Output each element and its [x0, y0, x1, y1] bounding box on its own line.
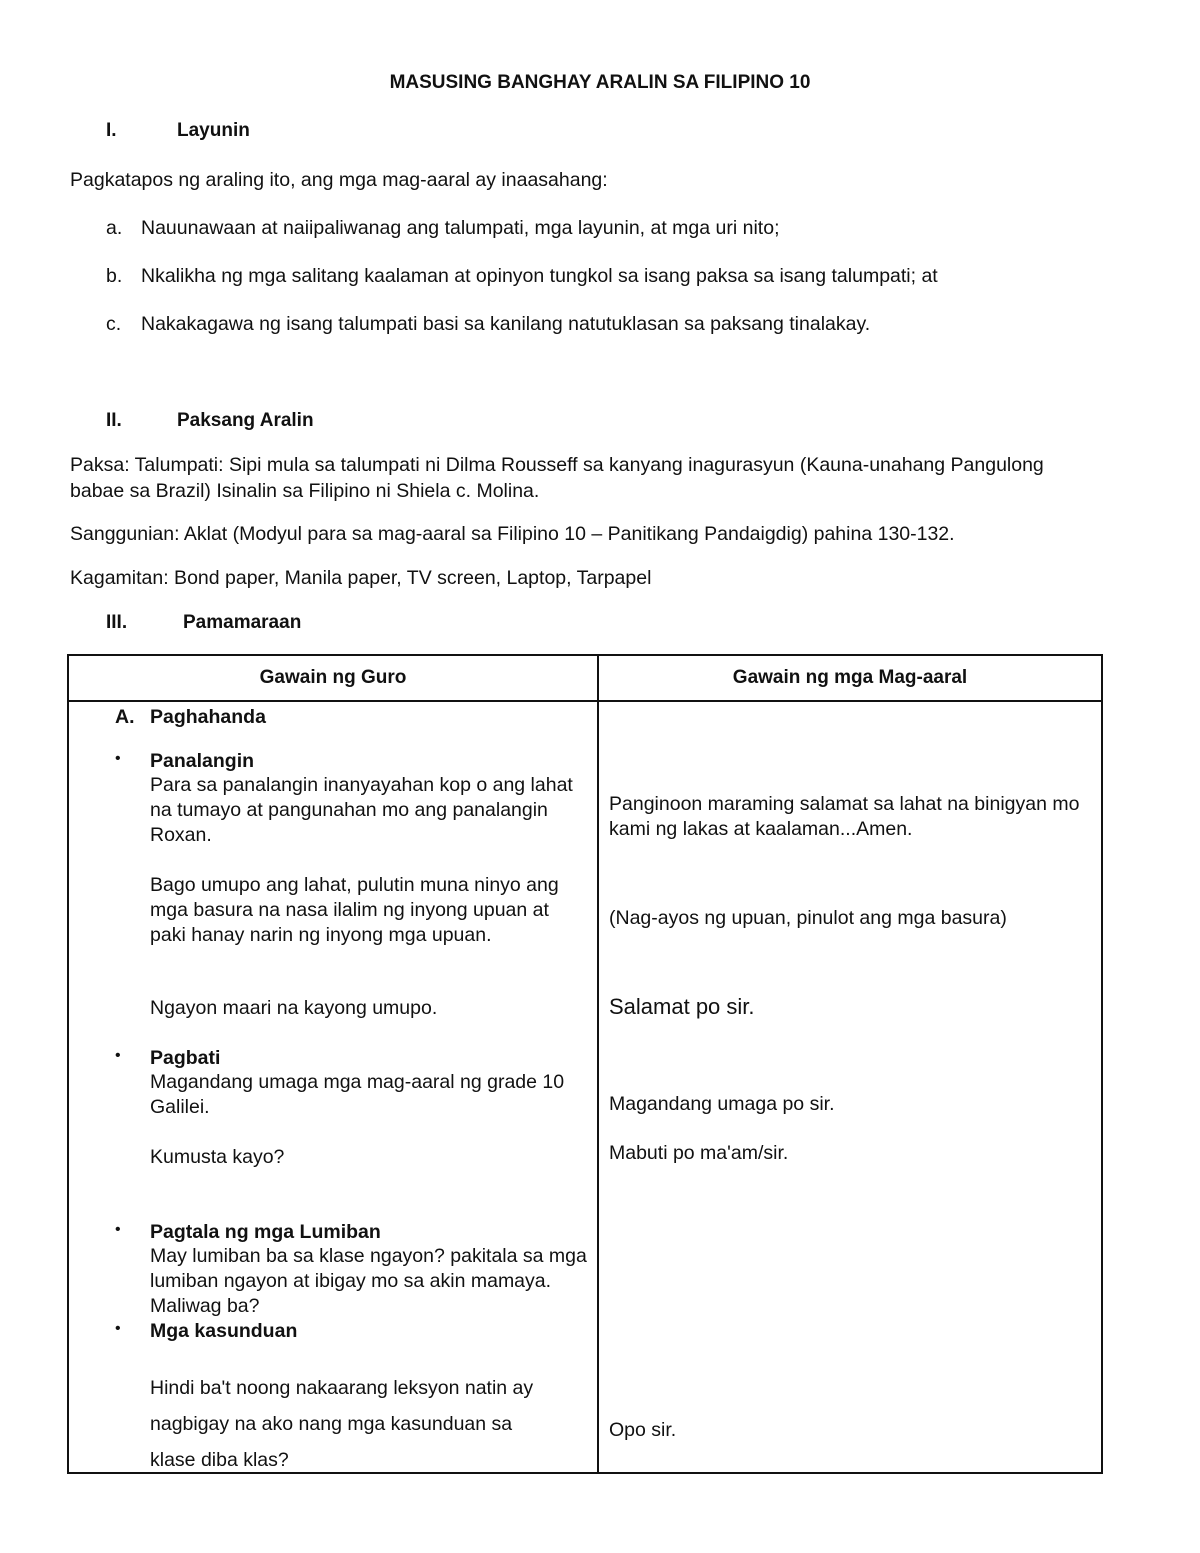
section-3-number: III.	[106, 612, 128, 633]
section-2-number: II.	[106, 410, 122, 431]
section-1-title: Layunin	[177, 120, 250, 141]
objective-b-letter: b.	[106, 265, 123, 287]
student-magandang-text: Magandang umaga po sir.	[609, 1093, 835, 1115]
panalangin-text: Para sa panalangin inanyayahan kop o ang lahat na tumayo at pangunahan mo ang panalangin Roxan.	[150, 774, 573, 846]
kasunduan-title: Mga kasunduan	[150, 1320, 298, 1342]
student-nagayos-text: (Nag-ayos ng upuan, pinulot ang mga basura)	[609, 907, 1007, 929]
objective-c-letter: c.	[106, 313, 122, 335]
objective-c-text: Nakakagawa ng isang talumpati basi sa kanilang natutuklasan sa paksang tinalakay.	[141, 313, 871, 335]
section-1-number: I.	[106, 120, 117, 141]
document-title: MASUSING BANGHAY ARALIN SA FILIPINO 10	[389, 72, 811, 93]
part-title: Paghahanda	[150, 706, 266, 728]
pagtala-title: Pagtala ng mga Lumiban	[150, 1221, 381, 1243]
part-letter: A.	[115, 706, 135, 728]
student-opo-text: Opo sir.	[609, 1419, 677, 1441]
bullet-icon: •	[115, 1047, 121, 1064]
teacher-activities-cell	[68, 701, 598, 1473]
table-row	[68, 701, 1102, 1473]
panalangin-title: Panalangin	[150, 750, 255, 772]
paksa-paragraph: Paksa: Talumpati: Sipi mula sa talumpati ni Dilma Rousseff sa kanyang inagurasyun (Kauna-unahang Pangulong babae sa Brazil) Isinalin sa Filipino ni Shiela c. Molina.	[70, 454, 1044, 502]
kumusta-text: Kumusta kayo?	[150, 1146, 285, 1168]
bago-umupo-text: Bago umupo ang lahat, pulutin muna ninyo ang mga basura na nasa ilalim ng inyong upuan at paki hanay narin ng inyong mga upuan.	[150, 874, 559, 946]
objective-b-text: Nkalikha ng mga salitang kaalaman at opinyon tungkol sa isang paksa sa isang talumpati; at	[141, 265, 938, 287]
pagtala-text: May lumiban ba sa klase ngayon? pakitala sa mga lumiban ngayon at ibigay mo sa akin mamaya. Maliwag ba?	[150, 1245, 587, 1317]
pagbati-title: Pagbati	[150, 1047, 221, 1069]
bullet-icon: •	[115, 1221, 121, 1238]
objective-a-letter: a.	[106, 217, 123, 239]
section-2-title: Paksang Aralin	[177, 410, 314, 431]
sanggunian-paragraph: Sanggunian: Aklat (Modyul para sa mag-aaral sa Filipino 10 – Panitikang Pandaigdig) pahina 130-132.	[70, 523, 955, 545]
kasunduan-line-2: nagbigay na ako nang mga kasunduan sa	[150, 1413, 513, 1435]
kasunduan-line-3: klase diba klas?	[150, 1449, 289, 1471]
objectives-intro: Pagkatapos ng araling ito, ang mga mag-aaral ay inaasahang:	[70, 169, 608, 191]
student-prayer-text: Panginoon maraming salamat sa lahat na binigyan mo kami ng lakas at kaalaman...Amen.	[609, 793, 1080, 840]
procedure-table	[67, 654, 1103, 1474]
student-salamat-text: Salamat po sir.	[609, 994, 755, 1019]
pagbati-text: Magandang umaga mga mag-aaral ng grade 10 Galilei.	[150, 1071, 565, 1118]
table-header-row	[68, 655, 1102, 701]
kasunduan-line-1: Hindi ba't noong nakaarang leksyon natin ay	[150, 1377, 534, 1399]
objective-a-text: Nauunawaan at naiipaliwanag ang talumpati, mga layunin, at mga uri nito;	[141, 217, 780, 239]
teacher-column-header: Gawain ng Guro	[68, 655, 598, 701]
bullet-icon: •	[115, 750, 121, 767]
student-mabuti-text: Mabuti po ma'am/sir.	[609, 1142, 789, 1164]
bullet-icon: •	[115, 1320, 121, 1337]
student-activities-cell	[598, 701, 1102, 1473]
ngayon-text: Ngayon maari na kayong umupo.	[150, 997, 438, 1019]
student-column-header: Gawain ng mga Mag-aaral	[598, 655, 1102, 701]
section-3-title: Pamamaraan	[183, 612, 302, 633]
kagamitan-paragraph: Kagamitan: Bond paper, Manila paper, TV screen, Laptop, Tarpapel	[70, 567, 652, 589]
